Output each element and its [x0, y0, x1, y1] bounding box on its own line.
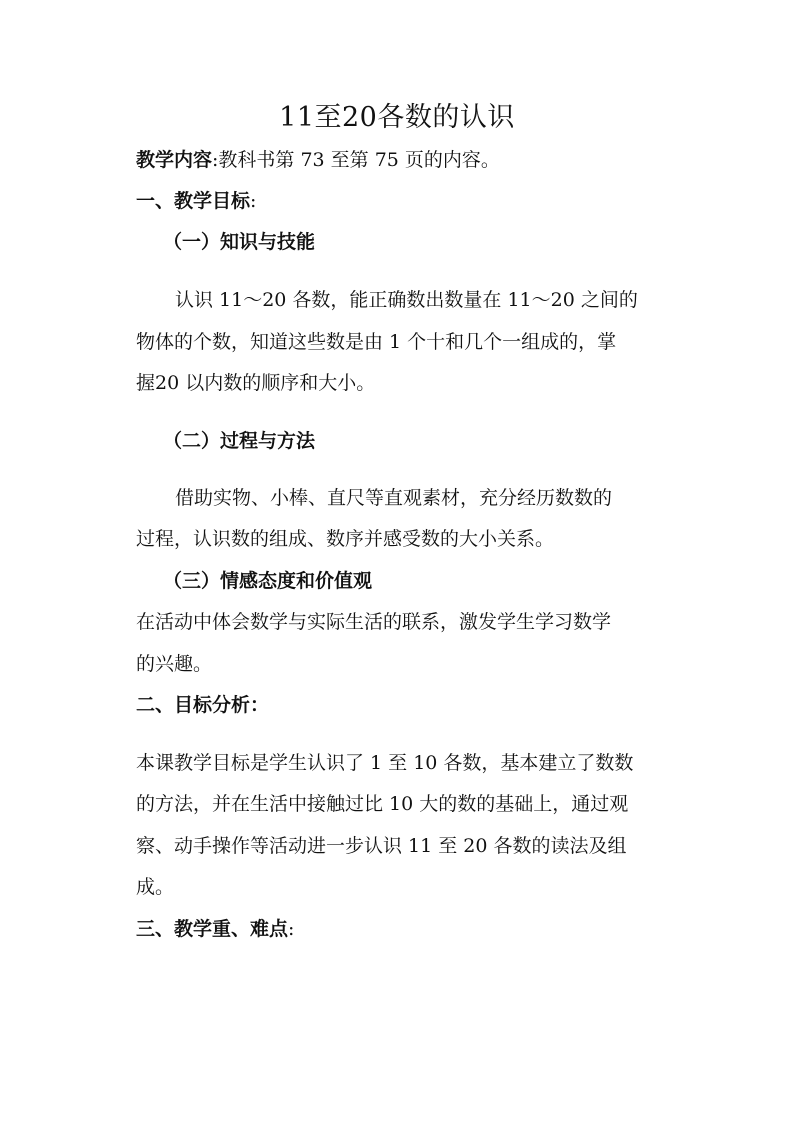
- section-2-para-line: 本课教学目标是学生认识了 1 至 10 各数，基本建立了数数: [136, 752, 634, 774]
- section-2-para-line: 成。: [136, 876, 175, 898]
- section-3-heading: 三、教学重、难点: [136, 918, 289, 940]
- sub-1-para-line: 认识 11～20 各数，能正确数出数量在 11～20 之间的: [175, 289, 638, 311]
- sub-3-para-line: 的兴趣。: [136, 653, 213, 675]
- sub-1-heading: （一）知识与技能: [163, 231, 316, 253]
- section-1-colon: :: [250, 190, 257, 212]
- sub-2-para-line: 过程，认识数的组成、数序并感受数的大小关系。: [136, 528, 555, 550]
- sub-3-para-line: 在活动中体会数学与实际生活的联系，激发学生学习数学: [136, 611, 612, 633]
- section-2-heading: 二、目标分析：: [136, 694, 270, 716]
- section-2-para-line: 的方法，并在生活中接触过比 10 大的数的基础上，通过观: [136, 793, 629, 815]
- teaching-content-line: [136, 151, 500, 170]
- document-title: 11至20各数的认识: [279, 102, 515, 133]
- section-1-heading-line: [136, 192, 256, 211]
- sub-1-para-line: 物体的个数，知道这些数是由 1 个十和几个一组成的，掌: [136, 331, 617, 353]
- section-1-heading: 一、教学目标: [136, 190, 251, 212]
- section-3-heading-line: [136, 920, 294, 939]
- sub-3-heading: （三）情感态度和价值观: [163, 570, 373, 592]
- teaching-content-text: :教科书第 73 至第 75 页的内容。: [212, 149, 500, 171]
- section-2-para-line: 察、动手操作等活动进一步认识 11 至 20 各数的读法及组: [136, 835, 627, 857]
- section-3-colon: :: [288, 918, 295, 940]
- sub-2-heading: （二）过程与方法: [163, 430, 316, 452]
- teaching-content-label: 教学内容: [136, 149, 213, 171]
- sub-2-para-line: 借助实物、小棒、直尺等直观素材，充分经历数数的: [175, 487, 613, 509]
- sub-1-para-line: 握20 以内数的顺序和大小。: [136, 372, 376, 394]
